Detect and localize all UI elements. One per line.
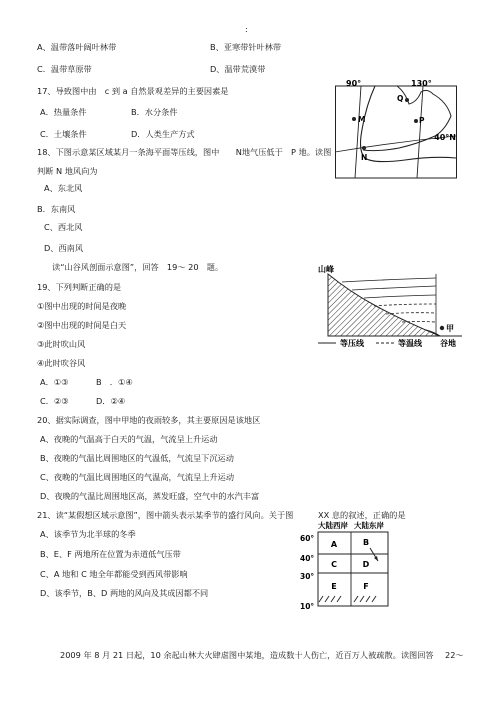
q20-option-d: D、夜晚的气温比周围地区高，蒸发旺盛，空气中的水汽丰富: [40, 491, 260, 501]
q16-option-c: C．温带草原带: [37, 64, 92, 74]
q19-option-a: A．①③: [40, 377, 69, 387]
q19-option-d: D．②④: [96, 396, 126, 406]
q18-stem-line2: 判断 N 地风向为: [37, 166, 98, 176]
valley-label: 谷地: [440, 339, 456, 348]
point-q-dot: [405, 98, 409, 102]
q16-option-d: D、温带荒漠带: [210, 64, 266, 74]
isobar-2: [352, 286, 436, 290]
q20-stem: 20、据实际调查，图中甲地的夜雨较多，其主要原因是该地区: [37, 415, 261, 425]
jia-dot: [440, 326, 444, 330]
q19-option-c: C．②③: [40, 396, 69, 406]
cell-a: A: [330, 540, 338, 549]
q21-stem-tail: XX 息的叙述，正确的是: [318, 510, 406, 520]
isotherm-3: [402, 322, 436, 323]
lon-left-label: 90°: [346, 79, 362, 88]
q19-option-b: B ．①④: [96, 377, 133, 387]
map-frame: [336, 86, 457, 178]
q21-option-a: A、该季节为北半球的冬季: [40, 529, 136, 539]
region-frame: [318, 532, 388, 606]
q17-option-a: A．热量条件: [40, 107, 87, 117]
q19-statement-3: ③此时吹山风: [37, 339, 86, 349]
isobar-3: [364, 295, 436, 298]
legend-isobar-label: 等压线: [340, 339, 364, 348]
q17-option-b: B．水分条件: [131, 107, 178, 117]
cell-f: F: [363, 582, 369, 591]
lat-60-label: 60°: [300, 534, 315, 543]
q21-option-b: B、E、F 两地所在位置为赤道低气压带: [40, 549, 181, 559]
lat-30-label: 30°: [300, 572, 315, 581]
q18-option-c: C、西北风: [44, 222, 83, 232]
point-q-label: Q: [397, 94, 404, 103]
isobar-map-figure: [335, 78, 463, 182]
point-n-label: N: [361, 153, 368, 162]
cell-c: C: [331, 560, 337, 569]
valley-wind-svg: [316, 264, 464, 348]
lat-10-label: 10°: [300, 602, 315, 611]
legend-isotherm-label: 等温线: [398, 339, 422, 348]
q18-option-a: A、东北风: [44, 183, 83, 193]
q20-option-a: A、夜晚的气温高于白天的气温，气流呈上升运动: [40, 434, 218, 444]
q16-option-b: B、亚寒带针叶林带: [210, 42, 282, 52]
cell-b: B: [362, 538, 370, 547]
lat-label: 40°N: [434, 133, 456, 142]
isobar-1: [342, 278, 436, 282]
point-m-label: M: [358, 115, 366, 124]
q19-stem: 19、下列判断正确的是: [37, 282, 122, 292]
wind-arrows-f: [354, 596, 376, 602]
q21-stem: 21、读“某假想区域示意图”，图中箭头表示某季节的盛行风向。关于图: [37, 510, 294, 520]
isotherm-2: [386, 313, 436, 314]
region-svg: [298, 519, 394, 611]
q18-option-b: B．东南风: [37, 204, 76, 214]
valley-wind-figure: [316, 264, 464, 348]
q19-statement-2: ②图中出现的时间是白天: [37, 320, 127, 330]
q16-option-a: A、温带落叶阔叶林带: [37, 42, 117, 52]
q18-option-d: D、西南风: [44, 243, 84, 253]
cell-d: D: [362, 560, 370, 569]
q17-stem: 17、导致图中由 c 到 a 自然景观差异的主要因素是: [37, 86, 229, 96]
cell-e: E: [331, 582, 337, 591]
isobar-map-svg: [335, 78, 463, 182]
q21-option-d: D、该季节，B、D 两地的风向及其成因都不同: [40, 588, 209, 598]
wind-arrows-e: [319, 596, 341, 602]
q20-option-b: B、夜晚的气温比周围地区的气温低，气流呈下沉运动: [40, 453, 234, 463]
point-p-dot: [414, 119, 418, 123]
q21-option-c: C、A 地和 C 地全年都能受到西风带影响: [40, 569, 188, 579]
peak-label: 山峰: [318, 265, 334, 274]
footer-text: 2009 年 8 月 21 日起，10 余起山林大火肆虐图中某地，造成数十人伤亡，近百万人被疏散。读图回答: [60, 650, 434, 660]
west-coast-label: 大陆西岸: [318, 521, 348, 530]
top-mark: :: [245, 24, 248, 34]
jia-label: 甲: [446, 324, 454, 333]
q20-option-c: C、夜晚的气温比周围地区的气温高，气流呈上升运动: [40, 472, 235, 482]
q18-stem-line1: 18、下图示意某区域某月一条海平面等压线，图中 N地气压低于 P 地。读图: [37, 147, 332, 157]
isotherm-1: [374, 304, 436, 306]
q19-statement-4: ④此时吹谷风: [37, 358, 86, 368]
q17-option-d: D．人类生产方式: [131, 129, 195, 139]
point-n-dot: [362, 146, 366, 150]
q17-option-c: C．土壤条件: [40, 129, 87, 139]
lat-40-label: 40°: [300, 554, 315, 563]
region-figure: [298, 519, 394, 611]
point-p-label: P: [419, 116, 425, 125]
q19-statement-1: ①图中出现的时间是夜晚: [37, 301, 127, 311]
lon-right-label: 130°: [411, 79, 432, 88]
intro-19-20: 读“山谷风剖面示意图”，回答 19～ 20 题。: [52, 262, 224, 272]
east-coast-label: 大陆东岸: [354, 521, 384, 530]
wind-arrowhead-b: [374, 556, 378, 561]
point-m-dot: [352, 117, 356, 121]
footer-question-number: 22～: [445, 650, 464, 660]
